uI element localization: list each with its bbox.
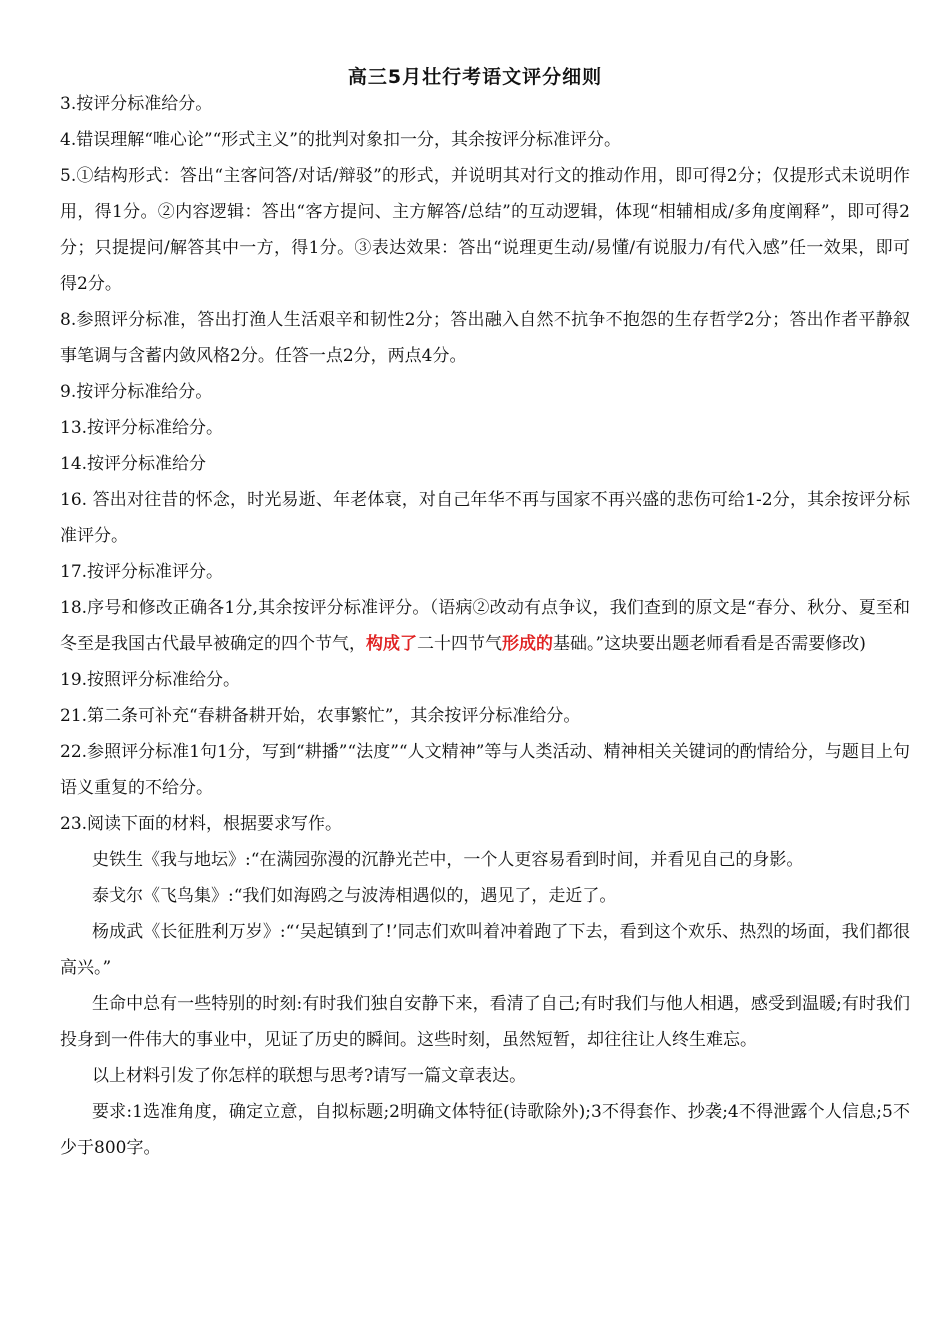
essay-quote-1: 史铁生《我与地坛》:“在满园弥漫的沉静光芒中，一个人更容易看到时间，并看见自己的身影。 [92, 850, 804, 870]
document-body [60, 86, 910, 1166]
highlight-text-1: 构成了 [366, 634, 417, 654]
essay-quote-2: 泰戈尔《飞鸟集》:“我们如海鸥之与波涛相遇似的，遇见了，走近了。 [92, 886, 617, 906]
item-18-text-3: 基础。”这块要出题老师看看是否需要修改) [553, 634, 866, 654]
item-14: 14.按评分标准给分 [60, 454, 207, 474]
highlight-text-2: 形成的 [502, 634, 553, 654]
item-3: 3.按评分标准给分。 [60, 94, 213, 114]
item-19: 19.按照评分标准给分。 [60, 670, 241, 690]
item-23: 23.阅读下面的材料，根据要求写作。 [60, 814, 343, 834]
item-18-text-1: 18.序号和修改正确各1分,其余按评分标准评分。（语病②改动有点争议，我们查到的原文是“春分、秋分、夏至和冬至是我国古代最早被确定的四个节气， [60, 598, 910, 654]
item-17: 17.按评分标准评分。 [60, 562, 224, 582]
item-5: 5.①结构形式：答出“主客问答/对话/辩驳”的形式，并说明其对行文的推动作用，即可得2分；仅提形式未说明作用，得1分。②内容逻辑：答出“客方提问、主方解答/总结”的互动逻辑，体现“相辅相成/多角度阐释”，即可得2分；只提提问/解答其中一方，得1分。③表达效果：答出“说理更生动/易懂/有说服力/有代入感”任一效果，即可得2分。 [60, 166, 910, 294]
item-21: 21.第二条可补充“春耕备耕开始，农事繁忙”，其余按评分标准给分。 [60, 706, 581, 726]
essay-paragraph-2: 以上材料引发了你怎样的联想与思考?请写一篇文章表达。 [92, 1066, 527, 1086]
item-18-text-2: 二十四节气 [417, 634, 502, 654]
item-8: 8.参照评分标准，答出打渔人生活艰辛和韧性2分；答出融入自然不抗争不抱怨的生存哲学2分；答出作者平静叙事笔调与含蓄内敛风格2分。任答一点2分，两点4分。 [60, 310, 910, 366]
item-13: 13.按评分标准给分。 [60, 418, 224, 438]
item-9: 9.按评分标准给分。 [60, 382, 213, 402]
item-4: 4.错误理解“唯心论”“形式主义”的批判对象扣一分，其余按评分标准评分。 [60, 130, 621, 150]
essay-paragraph-1: 生命中总有一些特别的时刻:有时我们独自安静下来，看清了自己;有时我们与他人相遇，感受到温暖;有时我们投身到一件伟大的事业中，见证了历史的瞬间。这些时刻，虽然短暂，却往往让人终生难忘。 [60, 994, 910, 1050]
item-16: 16. 答出对往昔的怀念，时光易逝、年老体衰，对自己年华不再与国家不再兴盛的悲伤可给1-2分，其余按评分标准评分。 [60, 490, 910, 546]
item-22: 22.参照评分标准1句1分，写到“耕播”“法度”“人文精神”等与人类活动、精神相关关键词的酌情给分，与题目上句语义重复的不给分。 [60, 742, 910, 798]
essay-requirements: 要求:1选准角度，确定立意，自拟标题;2明确文体特征(诗歌除外);3不得套作、抄袭;4不得泄露个人信息;5不少于800字。 [60, 1102, 910, 1158]
essay-quote-3: 杨成武《长征胜利万岁》:“‘吴起镇到了!’同志们欢叫着冲着跑了下去，看到这个欢乐、热烈的场面，我们都很高兴。” [60, 922, 910, 978]
item-18 [60, 590, 910, 662]
document-title: 高三5月壮行考语文评分细则 [347, 66, 603, 88]
